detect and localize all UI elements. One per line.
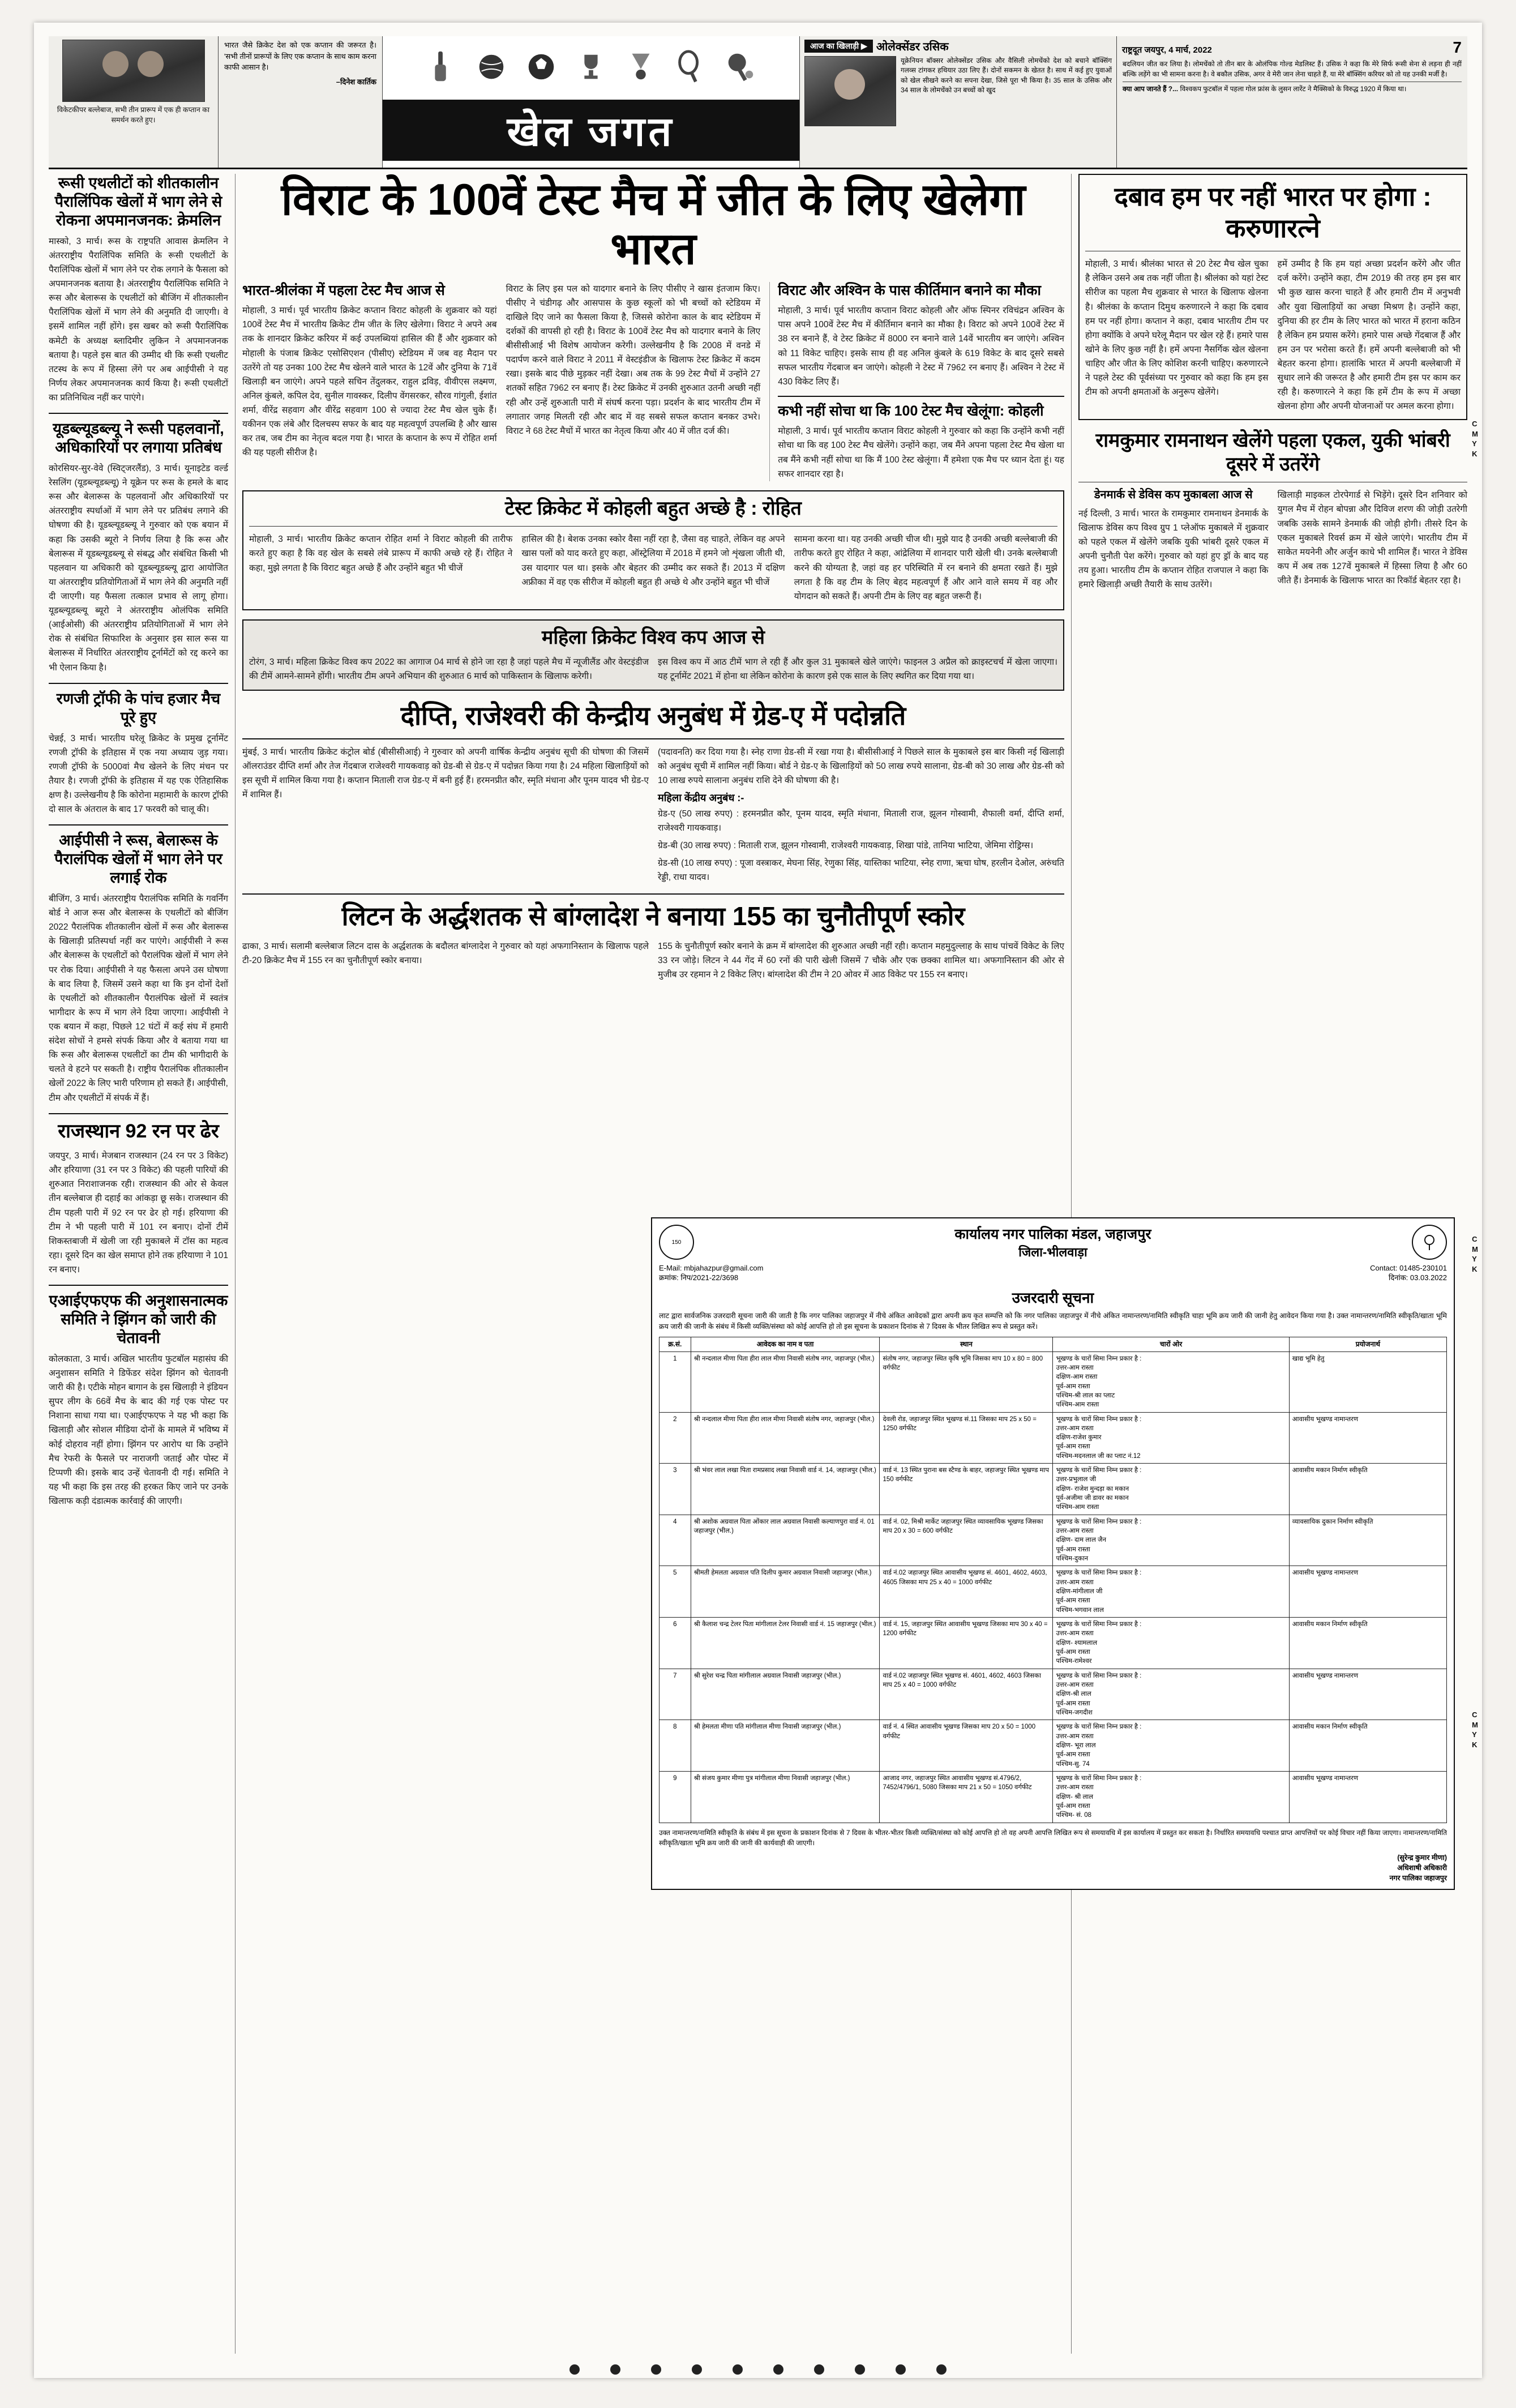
registration-mark-bottom: C M Y K [1472, 1710, 1479, 1749]
table-cell-3: भूखण्ड के चारों सिमा निम्न प्रकार है : उत्तर-आम रास्ता दक्षिण- दाम लाल जैन पूर्व-आम रास्ता पश्चिम-दुकान [1053, 1515, 1289, 1566]
table-header-row [659, 1337, 1447, 1351]
table-cell-2: आजाद नगर, जहाजपुर स्थित आवासीय भूखण्ड सं.4796/2, 7452/4796/1, 5080 जिसका माप 21 x 50 = 1050 वर्गफीट [880, 1771, 1053, 1823]
body-col-1: नई दिल्ली, 3 मार्च। भारत के रामकुमार रामनाथन डेनमार्क के खिलाफ डेविस कप विश्व ग्रुप 1 प्लेऑफ मुकाबले में शुक्रवार को पहले एकल में खेलेंगे जबकि युकी भांबरी दूसरे एकल में अपनी चुनौती पेश करेंगे। गुरुवार को यहां हुए ड्रॉ के बाद यह तय हुआ। भारतीय टीम के कप्तान रोहित राजपाल ने कहा कि हमारे खिलाड़ी अच्छी तैयारी के साथ उतरेंगे। [1078, 508, 1269, 590]
player-tag-text: आज का खिलाड़ी ▶ [804, 40, 873, 53]
masthead-quote [219, 36, 383, 168]
body-col-1: टोरंग, 3 मार्च। महिला क्रिकेट विश्व कप 2022 का आगाज 04 मार्च से होने जा रहा है जहां पहले मैच में न्यूजीलैंड और वेस्टइंडीज की टीमें आमने-सामने होंगी। भारतीय टीम अपने अभियान की शुरुआत 6 मार्च को पाकिस्तान के खिलाफ करेगी। [249, 657, 649, 682]
table-row [659, 1669, 1447, 1720]
did-you-know-text: विश्वकप फुटबॉल में पहला गोल फ्रांस के लुसन लारेंट ने मैक्सिको के विरुद्ध 1920 में किया था। [1180, 85, 1407, 93]
photo-caption: विकेटकीपर बल्लेबाज, सभी तीन प्रारूप में एक ही कप्तान का समर्थन करते हुए। [57, 106, 210, 125]
table-cell-2: वार्ड नं. 15, जहाजपुर स्थित आवासीय भूखण्ड जिसका माप 30 x 40 = 1200 वर्गफीट [880, 1618, 1053, 1669]
football-icon [524, 49, 559, 84]
tennis-racket-icon [673, 49, 708, 84]
table-cell-3: भूखण्ड के चारों सिमा निम्न प्रकार है : उत्तर-आम रास्ता दक्षिण- श्यामलाल पूर्व-आम रास्ता पश्चिम-रामेश्वर [1053, 1618, 1289, 1669]
table-cell-3: भूखण्ड के चारों सिमा निम्न प्रकार है : उत्तर-आम रास्ता दक्षिण-मांगीलाल जी पूर्व-आम रास्ता पश्चिम-भगवान लाल [1053, 1566, 1289, 1618]
notice-signature [659, 1853, 1447, 1883]
table-row [659, 1351, 1447, 1412]
story-deepti-grade-a [242, 700, 1064, 885]
dinesh-karthik-photo [62, 40, 205, 102]
date-value: 03.03.2022 [1410, 1273, 1447, 1282]
table-cell-0: 8 [659, 1720, 691, 1772]
story-ipc-ban [49, 824, 228, 1105]
table-cell-1: श्री नन्दलाल मीणा पिता हीरा लाल मीणा निवासी संतोष नगर, जहाजपुर (भील.) [691, 1412, 880, 1464]
office-line-2: जिला-भीलवाड़ा [1018, 1245, 1087, 1259]
grade-b: ग्रेड-बी (30 लाख रुपए) : मिताली राज, झूलन गोस्वामी, राजेश्वरी गायकवाड़, शिखा पांडे, तानिया भाटिया, जेमिमा रोड्रिग्स। [658, 841, 1034, 851]
table-cell-4: आवासीय भूखण्ड नामान्तरण [1289, 1566, 1446, 1618]
notice-title: उजरदारी सूचना [1012, 1289, 1094, 1306]
table-cell-3: भूखण्ड के चारों सिमा निम्न प्रकार है : उत्तर-आम रास्ता दक्षिण- श्री लाल पूर्व-आम रास्ता पश्चिम- सं. 08 [1053, 1771, 1289, 1823]
table-cell-0: 9 [659, 1771, 691, 1823]
grade-a: ग्रेड-ए (50 लाख रुपए) : हरमनप्रीत कौर, पूनम यादव, स्मृति मंधाना, मिताली राज, झूलन गोस्वामी, शैफाली वर्मा, दीप्ति शर्मा, राजेश्वरी गायकवाड़। [658, 809, 1064, 833]
government-notice-ad [651, 1217, 1455, 1890]
player-name: ओलेक्सेंडर उसिक [876, 41, 949, 53]
table-cell-2: देवली रोड, जहाजपुर स्थित भूखण्ड सं.11 जिसका माप 25 x 50 = 1250 वर्गफीट [880, 1412, 1053, 1464]
table-row [659, 1771, 1447, 1823]
notice-header [659, 1224, 1447, 1260]
table-cell-2: वार्ड नं.02 जहाजपुर स्थित आवासीय भूखण्ड सं. 4601, 4602, 4603, 4605 जिसका माप 25 x 40 = 1000 वर्गफीट [880, 1566, 1053, 1618]
quote-text: भारत जैसे क्रिकेट देश को एक कप्तान की जरूरत है। 'सभी तीनों प्रारूपों के लिए एक कप्तान के साथ काम करना काफी आसान है। [224, 41, 376, 71]
trophy-icon [573, 49, 609, 84]
table-cell-4: आवासीय भूखण्ड नामान्तरण [1289, 1412, 1446, 1464]
table-cell-1: श्री हेमलता मीणा पति मांगीलाल मीणा निवासी जहाजपुर (भील.) [691, 1720, 880, 1772]
contact-value: 01485-230101 [1399, 1264, 1447, 1272]
table-cell-1: श्री सुरेश चन्द्र पिता मांगीलाल अग्रवाल निवासी जहाजपुर (भील.) [691, 1669, 880, 1720]
registration-mark-mid: C M Y K [1472, 1235, 1479, 1273]
story-aiff-jhingan [49, 1285, 228, 1508]
col-location: स्थान [880, 1337, 1053, 1351]
table-row [659, 1464, 1447, 1515]
sidebar-headline-kohli100: कभी नहीं सोचा था कि 100 टेस्ट मैच खेलूंगा: कोहली [778, 403, 1044, 419]
sign-name: (सुरेन्द्र कुमार मीणा) [1397, 1853, 1447, 1862]
table-row [659, 1566, 1447, 1618]
story-russia-paralympic [49, 174, 228, 405]
headline: दीप्ति, राजेश्वरी की केन्द्रीय अनुबंध में ग्रेड-ए में पदोन्नति [400, 700, 906, 730]
table-cell-4: आवासीय भूखण्ड नामान्तरण [1289, 1669, 1446, 1720]
player-of-the-day [799, 36, 1116, 168]
col-serial: क्र.सं. [659, 1337, 691, 1351]
body-col-3: सामना करना था। यह उनकी अच्छी चीज थी। मुझे याद है उनकी अच्छी बल्लेबाजी की तारीफ करते हुए रोहित ने कहा, आंद्रेलिया में शानदार पारी खेली थी। उनके बल्लेबाजी करने की योग्यता है, जहां वह हर परिस्थिति में रन बनाने की क्षमता रखते हैं। मुझे लगता है कि वह टीम के लिए बेहद महत्वपूर्ण हैं और आने वाले समय में वह और योगदान को सकते हैं। अपनी टीम के लिए वह बहुत जरूरी हैं। [794, 534, 1057, 601]
edition-line [1116, 36, 1467, 58]
story-davis-cup [1078, 429, 1467, 592]
notice-footer: उक्त नामान्तरण/नामिति स्वीकृति के संबंध में इस सूचना के प्रकाशन दिनांक से 7 दिवस के भीतर-भीतर किसी व्यक्ति/संस्था को कोई आपत्ति हो तो वह अपनी आपत्ति लिखित रूप से समयावधि में इस कार्यालय में प्रस्तुत कर सकता है। निर्धारित समयावधि पश्चात प्राप्त आपत्तियों पर कोई विचार नहीं किया जाएगा। नामान्तरण/नामिति स्वीकृति/खाता भूमि क्रय जारी की जानी की कार्यवाही की जाएगी। [659, 1828, 1447, 1847]
table-cell-2: वार्ड नं.02 जहाजपुर स्थित भूखण्ड सं. 4601, 4602, 4603 जिसका माप 25 x 40 = 1000 वर्गफीट [880, 1669, 1053, 1720]
table-cell-4: आवासीय मकान निर्माण स्वीकृति [1289, 1720, 1446, 1772]
cricket-ball-icon [474, 49, 509, 84]
body-col-2: (पदावनति) कर दिया गया है। स्नेह राणा ग्रेड-सी में रखा गया है। बीसीसीआई ने पिछले साल के मुकाबले इस बार किसी नई खिलाड़ी को अनुबंध सूची में शामिल नहीं किया। बोर्ड ने ग्रेड-ए के खिलाड़ियों को 50 लाख रुपये सालाना, ग्रेड-बी को 30 लाख और ग्रेड-सी को 10 लाख रुपये सालाना अनुबंध राशि देने की घोषणा की है। [658, 747, 1064, 785]
body-text: कोलकाता, 3 मार्च। अखिल भारतीय फुटबॉल महासंघ की अनुशासन समिति ने डिफेंडर संदेश झिंगन को चेतावनी जारी की है। एटीके मोहन बागान के इस खिलाड़ी ने इंडियन सुपर लीग के 66वें मैच के बाद की गई एक पोस्ट पर निशाना साधा गया था। एआईएफएफ ने यह भी कहा कि खिलाड़ी और सोशल मीडिया दोनों के मामले में भविष्य में कोई दोहराव नहीं होगा। झिंगन पर आरोप था कि उन्होंने मैच रेफरी के फैसले पर नाराजगी जताई और पोस्ट में टिप्पणी की। इसके बाद उन्हें चेतावनी दी गई। समिति ने यह भी कहा कि इस तरह की हरकत किए जाने पर उनके खिलाफ कड़ी दंडात्मक कार्रवाई की जाएगी। [49, 1354, 228, 1506]
table-row [659, 1412, 1447, 1464]
notice-contact-row [659, 1264, 1447, 1282]
story-womens-world-cup [242, 619, 1064, 691]
player-of-the-day-label [804, 39, 1112, 54]
table-tennis-icon [723, 49, 758, 84]
quote-attribution: –दिनेश कार्तिक [336, 77, 376, 86]
story-rohit-on-kohli [242, 490, 1064, 610]
story-ranji-5000 [49, 683, 228, 817]
lead-headline: विराट के 100वें टेस्ट मैच में जीत के लिए खेलेगा भारत [281, 174, 1026, 274]
body-text: कोरसियर-सुर-वेवे (स्विट्जरलैंड), 3 मार्च। यूनाइटेड वर्ल्ड रेसलिंग (यूडब्ल्यूडब्ल्यू) ने यूक्रेन पर रूस के हमले के बाद रूस और बेलारूस के पहलवानों और अधिकारियों पर अंतरराष्ट्रीय स्पर्धाओं में भाग लेने पर प्रतिबंध लगाने की घोषणा की है। यूडब्ल्यूडब्ल्यू ने गुरुवार को एक बयान में कहा कि उसकी ब्यूरो ने निर्णय लिया है कि रूस और बेलारूस में यूडब्ल्यूडब्ल्यू से संबद्ध और संबंधित किसी भी पहलवान या अधिकारी को यूडब्ल्यूडब्ल्यू द्वारा आयोजित या अंतरराष्ट्रीय प्रतियोगिताओं में भाग लेने की अनुमति नहीं दी जाएगी। यह फैसला तत्काल प्रभाव से लागू होगा। यूडब्ल्यूडब्ल्यू ब्यूरो ने अंतरराष्ट्रीय ओलंपिक समिति (आईओसी) की अंतरराष्ट्रीय प्रतियोगिताओं में भाग लेने रोक से संबंधित सिफारिश के अनुसार इस साल रूस या बेलारूस में निर्धारित अंतरराष्ट्रीय टूर्नामेंटों को रद्द करने का भी ऐलान किया है। [49, 464, 228, 673]
story-bangladesh-litton [242, 893, 1064, 981]
sign-designation-1: अधिशाषी अधिकारी [1397, 1863, 1447, 1872]
table-cell-4: आवासीय भूखण्ड नामान्तरण [1289, 1771, 1446, 1823]
lead-subhead: भारत-श्रीलंका में पहला टेस्ट मैच आज से [242, 282, 445, 298]
body-col-1: मोहाली, 3 मार्च। श्रीलंका भारत से 20 टेस्ट मैच खेल चुका है लेकिन उसने अब तक नहीं जीता है। श्रीलंका को यहां टेस्ट सीरीज का पहला मैच शुक्रवार से भारत के खिलाफ खेलना है। श्रीलंका के कप्तान दिमुथ करुणारत्ने ने कहा कि दबाव हम पर नहीं होगा। कप्तान ने कहा, दबाव भारतीय टीम पर होगा क्योंकि वे अपने घरेलू मैदान पर खेल रहे हैं। हमारे पास खोने के लिए कुछ नहीं है। हमें अपना नैसर्गिक खेल खेलना चाहिए और जीत के लिए कोशिश करनी चाहिए। करुणारत्ने ने पहले टेस्ट की पूर्वसंध्या पर गुरुवार को कहा कि हम इस टीम को अपनी क्षमताओं के अनुरूप खेलेंगे। [1085, 259, 1269, 397]
notice-intro: लाट द्वारा सार्वजनिक उजरदारी सूचना जारी की जाती है कि नगर पालिका जहाजपुर में नीचे अंकित आवेदकों द्वारा अपनी क्रय कृत सम्पत्ति को कि नगर पालिका जहाजपुर में नीचे अंकित नामान्तरण/नामिति स्वीकृति चाहा भूमि क्रय जारी की जानी हेतु आवेदन किया गया है। उक्त नामान्तरण/नामिति स्वीकृति/खाता भूमि क्रय जारी की जानी के संबंध में किसी व्यक्ति/संस्था को कोई आपत्ति हो तो इस सूचना के प्रकाशन दिनांक से 7 दिवस के भीतर लिखित रूप से प्रस्तुत करें। [659, 1312, 1447, 1331]
section-title: खेल जगत [507, 109, 675, 155]
notice-table [659, 1337, 1447, 1823]
table-cell-2: संतोष नगर, जहाजपुर स्थित कृषि भूमि जिसका माप 10 x 80 = 800 वर्गफीट [880, 1351, 1053, 1412]
masthead-right-body: बदलियन जीत कर लिया है। लोमचेंको तो तीन बार के ओलंपिक गोल्ड मेडलिस्ट हैं। उसिक ने कहा कि मेरे सिर्फ रूसी सेना से लड़ना ही नहीं बल्कि लड़ेंगे का भी सामना करना है। वे बकौल उसिक, अगर वे मेरी जान लेना चाहते हैं, या मेरे बॉक्सिंग करियर को तो यह उनकी मर्जी है। [1123, 60, 1462, 78]
col-boundaries: चारों ओर [1053, 1337, 1289, 1351]
email-value: mbjahazpur@gmail.com [684, 1264, 764, 1272]
headline: यूडब्ल्यूडब्ल्यू ने रूसी पहलवानों, अधिकारियों पर लगाया प्रतिबंध [53, 420, 224, 456]
table-row [659, 1618, 1447, 1669]
table-cell-3: भूखण्ड के चारों सिमा निम्न प्रकार है : उत्तर-आम रास्ता दक्षिण-राजेश कुमार पूर्व-आम रास्ता पश्चिम-मदनलाल जी का प्लाट नं.12 [1053, 1412, 1289, 1464]
lead-col-2: विराट के लिए इस पल को यादगार बनाने के लिए पीसीए ने खास इंतजाम किए। पीसीए ने चंडीगढ़ और आसपास के कुछ स्कूलों को भी बच्चों को स्टेडियम में दाखिले दिए जाने का फैसला किया है, जिससे कोरोना काल के बाद स्टेडियम में दर्शकों की वापसी हो रही है। विराट के 100वें टेस्ट मैच को यादगार बनाने के लिए बीसीसीआई भी विशेष आयोजन करेगी। उल्लेखनीय है कि 2008 में वनडे में पदार्पण करने वाले विराट ने 2011 में वेस्टइंडीज के खिलाफ टेस्ट क्रिकेट में कदम रखा। इसके बाद पीछे मुड़कर नहीं देखा। अब तक के 99 टेस्ट मैचों में उन्होंने 27 शतकों सहित 7962 रन बनाए हैं। टेस्ट क्रिकेट में उनकी शुरुआत उतनी अच्छी नहीं रही और उन्हें शुरुआती पारी में संघर्ष करना पड़ा। प्रदर्शन के बाद भारतीय टीम में लगातार जगह मिलती रही और बाद में वह सबसे सफल कप्तान बनकर उभरे। विराट ने 68 टेस्ट मैचों में भारत का नेतृत्व किया और 40 में जीत दर्ज की। [506, 284, 761, 436]
table-cell-3: भूखण्ड के चारों सिमा निम्न प्रकार है : उत्तर-प्रभुलाल जी दक्षिण- राजेश मुन्दड़ा का मकान पूर्व-अजीमा जी डावर का मकान पश्चिम-आम रास्ता [1053, 1464, 1289, 1515]
table-cell-4: आवासीय मकान निर्माण स्वीकृति [1289, 1464, 1446, 1515]
table-cell-1: श्रीमती हेमलता अग्रवाल पति दिलीप कुमार अग्रवाल निवासी जहाजपुर (भील.) [691, 1566, 880, 1618]
table-row [659, 1720, 1447, 1772]
table-cell-1: श्री संजय कुमार मीणा पुत्र मांगीलाल मीणा निवासी जहाजपुर (भील.) [691, 1771, 880, 1823]
sign-designation-2: नगर पालिका जहाजपुर [1389, 1874, 1447, 1882]
table-cell-0: 3 [659, 1464, 691, 1515]
table-cell-1: श्री नन्दलाल मीणा पिता हीरा लाल मीणा निवासी संतोष नगर, जहाजपुर (भील.) [691, 1351, 880, 1412]
page-number: 7 [1453, 39, 1462, 56]
table-cell-1: श्री भंवर लाल लखा पिता रामप्रसाद लखा निवासी वार्ड नं. 14, जहाजपुर (भील.) [691, 1464, 880, 1515]
table-cell-3: भूखण्ड के चारों सिमा निम्न प्रकार है : उत्तर-आम रास्ता दक्षिण- भूरा लाल पूर्व-आम रास्ता पश्चिम-सु. 74 [1053, 1720, 1289, 1772]
story-karunaratne [1078, 174, 1467, 420]
table-cell-2: वार्ड नं. 02, मिश्री मार्केट जहाजपुर स्थित व्यावसायिक भूखण्ड जिसका माप 20 x 30 = 600 वर्गफीट [880, 1515, 1053, 1566]
col-purpose: प्रयोजनार्थ [1289, 1337, 1446, 1351]
body-text: बीजिंग, 3 मार्च। अंतरराष्ट्रीय पैरालंपिक समिति के गवर्निंग बोर्ड ने आज रूस और बेलारूस के एथलीटों को बीजिंग 2022 पैरालंपिक शीतकालीन खेलों में रूस और बेलारूस के खिलाड़ी प्रतिस्पर्धा नहीं कर पाएंगे। आईपीसी ने रूस और बेलारूस के एथलीटों को पैरालंपिक खेलों में भाग लेने पर रोक दिया। आईपीसी ने यह फैसला अपने उस घोषणा के बाद लिया है, जिसमें उसने कहा था कि इन दोनों देशों के एथलीटों को शीतकालीन पैरालंपिक खेलों में स्वतंत्र भागीदार के रूप में भाग लेने दिया जाएगा। आईपीसी ने एक बयान में कहा, पिछले 12 घंटों में कई संघ में हमारी संदेश सोचों ने हमसे संपर्क किया और वे बताया गया था कि रूस और बेलारूस एथलीटों का टीम की भागीदारी के चलते वे हटने पर सकती है। राष्ट्रीय पैरालंपिक शीतकालीन खेलों 2022 के लिए भारी परिणाम हो सकते हैं। आईपीसी, टीम और एथलीटों में संपर्क में हैं। [49, 893, 228, 1103]
masthead [49, 36, 1467, 169]
body-col-2: इस विश्व कप में आठ टीमें भाग ले रही हैं और कुल 31 मुकाबले खेले जाएंगे। फाइनल 3 अप्रैल को क्राइस्टचर्च में खेला जाएगा। यह टूर्नामेंट 2021 में होना था लेकिन कोरोना के कारण इसे एक साल के लिए स्थगित कर दिया गया था। [658, 657, 1057, 682]
table-cell-0: 7 [659, 1669, 691, 1720]
headline: टेस्ट क्रिकेट में कोहली बहुत अच्छे है : रोहित [505, 497, 802, 519]
registration-mark-top: C M Y K [1472, 420, 1479, 458]
player-photo [804, 56, 896, 126]
body-col-2: हासिल की है। बेशक उनका स्कोर वैसा नहीं रहा है, जैसा वह चाहते, लेकिन वह अपने खास पलों को याद करते हुए कहा, ऑस्ट्रेलिया में 2018 में हमने जो शृंखला जीती थी, उस यादगार पल था। इसके और बेहतर की उम्मीद कर सकते हैं। 2013 में दक्षिण अफ्रीका में वह एक सीरीज में कोहली बहुत ही अच्छे थे और उन्होंने बहुत भी चीजें [521, 534, 785, 587]
table-cell-0: 4 [659, 1515, 691, 1566]
section-logo-block [383, 36, 799, 168]
emblem-text: 150 [671, 1239, 682, 1246]
table-cell-4: खाद्य भूमि हेतु [1289, 1351, 1446, 1412]
table-cell-4: आवासीय मकान निर्माण स्वीकृति [1289, 1618, 1446, 1669]
body-text: मास्को, 3 मार्च। रूस के राष्ट्रपति आवास क्रेमलिन ने अंतरराष्ट्रीय पैरालिंपिक समिति के रूसी एथलीटों के पैरालिंपिक खेलों में भाग लेने पर रोक लगाने के फैसला को अपमानजनक बताया है। अंतरराष्ट्रीय पैरालिंपिक समिति ने रूस और बेलारूस के एथलीटों को बीजिंग में शीतकालीन पैरालिंपिक खेलों में भाग लेने की अनुमति दी जाएगी। वे इसमें शामिल नहीं होंगे। इस खबर को रूसी पैरालिंपिक कमेटी के अध्यक्ष ब्लादिमीर लुकिन ने अपमानजनक बताया है। पहले इस बात की उम्मीद थी कि रूसी एथलीट तटस्थ के रूप में हिस्सा लेंगे पर अब आईपीसी ने यह निर्णय लेकर अपमानजनक कार्य किया है। रूसी एथलीटों का प्रतिनिधित्व नहीं कर पाएंगे। [49, 236, 228, 403]
headline: रणजी ट्रॉफी के पांच हजार मैच पूरे हुए [56, 690, 221, 726]
state-emblem [1412, 1225, 1447, 1260]
headline: दबाव हम पर नहीं भारत पर होगा : करुणारत्ने [1114, 182, 1432, 243]
sidebar-text-kirtiman: मोहाली, 3 मार्च। पूर्व भारतीय कप्तान विराट कोहली और ऑफ स्पिनर रविचंद्रन अश्विन के पास अपने 100वें टेस्ट मैच में कीर्तिमान बनाने का मौका है। विराट को अपने 100वें टेस्ट में 38 रन बनाने हैं, वे टेस्ट क्रिकेट में 8000 रन बनाने वाले 14वें भारतीय बन जाएंगे। अश्विन को 11 विकेट चाहिए। इसके साथ ही वह अनिल कुंबले के 619 विकेट के बाद दूसरे सबसे सफल भारतीय गेंदबाज बन जाएंगे। कोहली ने टेस्ट में 7962 रन बनाए हैं। अश्विन ने टेस्ट में 430 विकेट लिए हैं। [778, 306, 1064, 387]
table-cell-1: श्री कैलाश चन्द्र टेलर पिता मांगीलाल टेलर निवासी वार्ड नं. 15 जहाजपुर (भील.) [691, 1618, 880, 1669]
headline: महिला क्रिकेट विश्व कप आज से [542, 626, 765, 648]
page-sheet [34, 23, 1482, 2378]
headline: रामकुमार रामनाथन खेलेंगे पहला एकल, युकी भांबरी दूसरे में उतरेंगे [1095, 430, 1450, 475]
table-cell-0: 5 [659, 1566, 691, 1618]
office-line-1: कार्यालय नगर पालिका मंडल, जहाजपुर [954, 1226, 1151, 1242]
story-uww-ban [49, 413, 228, 675]
print-registration-dots [34, 2364, 1482, 2375]
did-you-know-label: क्या आप जानते हैं ?... [1123, 85, 1179, 93]
azadi-amrit-mahotsav-emblem [659, 1225, 694, 1260]
sidebar-text-kohli100: मोहाली, 3 मार्च। पूर्व भारतीय कप्तान विराट कोहली ने गुरुवार को कहा कि उन्होंने कभी नहीं सोचा था कि वह 100 टेस्ट मैच खेलेंगे। उन्होंने कहा, जब मैंने अपना पहला टेस्ट मैच खेला था तब मैंने कभी नहीं सोचा था कि मैं 100 टेस्ट खेलूंगा। मैं हमेशा एक मैच पर ध्यान देता हूं। यह सफर शानदार रहा है। [778, 426, 1064, 479]
subhead: डेनमार्क से डेविस कप मुकाबला आज से [1094, 489, 1253, 502]
table-cell-0: 1 [659, 1351, 691, 1412]
file-number: क्रमांक: निप/2021-22/3698 [659, 1273, 739, 1282]
body-text: जयपुर, 3 मार्च। मेजबान राजस्थान (24 रन पर 3 विकेट) और हरियाणा (31 रन पर 3 विकेट) की पहली पारियों की शुरुआत निराशाजनक रही। राजस्थान की ओर से केवल तीन बल्लेबाज ही दहाई का आंकड़ा छू सके। राजस्थान की टीम पहली पारी में 92 रन पर ढेर हो गई। हरियाणा की टीम ने भी पहली पारी में 101 रन बनाए। दोनों टीमें शिकस्तबाजी में खेली जा रही मुकाबले में टॉस का महत्व रहा। दूसरे दिन का खेल समाप्त होने तक हरियाणा ने 101 रन बनाए। [49, 1151, 228, 1274]
grade-list-title: महिला केंद्रीय अनुबंध :- [658, 792, 744, 803]
email-label: E-Mail: [659, 1264, 682, 1272]
headline: रूसी एथलीटों को शीतकालीन पैरालिंपिक खेलों में भाग लेने से रोकना अपमानजनक: क्रेमलिन [54, 174, 222, 229]
headline: राजस्थान 92 रन पर ढेर [58, 1120, 219, 1142]
table-cell-2: वार्ड नं. 13 स्थित पुराना बस स्टैण्ड के बाहर, जहाजपुर स्थित भूखण्ड माप 150 वर्गफीट [880, 1464, 1053, 1515]
ashoka-emblem-icon [1419, 1232, 1440, 1252]
sports-icon-strip [383, 41, 799, 93]
sidebar-headline-kirtiman: विराट और अश्विन के पास कीर्तिमान बनाने का मौका [778, 282, 1041, 298]
table-cell-3: भूखण्ड के चारों सिमा निम्न प्रकार है : उत्तर-आम रास्ता दक्षिण-आम रास्ता पूर्व-आम रास्ता पश्चिम-श्री लाल का प्लाट पश्चिम-आम रास्ता [1053, 1351, 1289, 1412]
body-col-2: हमें उम्मीद है कि हम यहां अच्छा प्रदर्शन करेंगे और जीत दर्ज करेंगे। उन्होंने कहा, टीम 2019 की तरह हम इस बार भी कुछ खास करना चाहते हैं और हमारी टीम में अनुभवी और युवा खिलाड़ियों का अच्छा मिश्रण है। उन्होंने कहा, दुनिया की हर टीम के लिए भारत को भारत में हराना कठिन है लेकिन हम प्रयास करेंगे। हमारे पास अच्छे गेंदबाज हैं और हम उन पर भरोसा करते हैं। हमें अपनी बल्लेबाजी को भी बेहतर करना होगा। हालांकि भारत में अपनी बल्लेबाजी में सुधार लाने की जरूरत है और हमारी टीम इस पर काम कर रही है। करुणारत्ने ने कहा कि हमें टीम के रूप में अच्छा खेलना होगा और अपनी योजनाओं पर अमल करना होगा। [1277, 259, 1461, 412]
left-column [49, 174, 235, 2354]
headline: एआईएफएफ की अनुशासनात्मक समिति ने झिंगन को जारी की चेतावनी [49, 1292, 228, 1346]
edition-text: राष्ट्रदूत जयपुर, 4 मार्च, 2022 [1122, 45, 1212, 55]
col-applicant: आवेदक का नाम व पता [691, 1337, 880, 1351]
masthead-photo-block [49, 36, 219, 168]
table-row [659, 1515, 1447, 1566]
body-col-1: ढाका, 3 मार्च। सलामी बल्लेबाज लिटन दास के अर्द्धशतक के बदौलत बांग्लादेश ने गुरुवार को यहां अफगानिस्तान के खिलाफ पहले टी-20 क्रिकेट मैच में 155 रन का चुनौतीपूर्ण स्कोर बनाया। [242, 941, 649, 965]
badminton-shuttle-icon [623, 49, 658, 84]
body-col-1: मुंबई, 3 मार्च। भारतीय क्रिकेट कंट्रोल बोर्ड (बीसीसीआई) ने गुरुवार को अपनी वार्षिक केन्द्रीय अनुबंध सूची की घोषणा की जिसमें ऑलराउंडर दीप्ति शर्मा और तेज गेंदबाज राजेश्वरी गायकवाड़ को ग्रेड-बी से ग्रेड-ए में पदोन्नत किया गया है। 24 महिला खिलाड़ियों को इस सूची में शामिल किया गया है। कप्तान मिताली राज ग्रेड-ए में बनी हुई हैं। हरमनप्रीत कौर, स्मृति मंधाना और पूनम यादव भी ग्रेड-ए में शामिल हैं। [242, 747, 649, 799]
contact-label: Contact: [1370, 1264, 1398, 1272]
player-description: यूक्रेनियन बॉक्सर ओलेक्सेंडर उसिक और वैसिली लोमचेंको देश को बचाने बॉक्सिंग गलव्स टांगकर हथियार उठा लिए हैं। दोनों सकमन के खेतत है। साथ में कई हुए युवाओं को खेल सीखने करने का सपना देखा, जिसे पूरा भी किया है। 35 साल के उसिक और 34 साल के लोमचेंको उन बच्चों को खुद [901, 57, 1112, 95]
notice-office [701, 1224, 1405, 1260]
headline: लिटन के अर्द्धशतक से बांग्लादेश ने बनाया 155 का चुनौतीपूर्ण स्कोर [341, 901, 965, 931]
table-cell-0: 6 [659, 1618, 691, 1669]
grade-c: ग्रेड-सी (10 लाख रुपए) : पूजा वस्त्राकर, मेघना सिंह, रेणुका सिंह, यास्तिका भाटिया, स्नेह राणा, ऋचा घोष, हरलीन देओल, अरुंधति रेड्डी, राधा यादव। [658, 858, 1064, 883]
section-title-band [383, 100, 799, 161]
body-col-1: मोहाली, 3 मार्च। भारतीय क्रिकेट कप्तान रोहित शर्मा ने विराट कोहली की तारीफ करते हुए कहा है कि वह खेल के सबसे लंबे प्रारूप में काफी अच्छे रहे हैं। रोहित ने कहा, मुझे लगता है कि विराट बहुत अच्छे हैं और उन्होंने बहुत भी चीजें [249, 534, 513, 573]
date-label: दिनांक: [1388, 1273, 1408, 1282]
cricket-bat-icon [424, 49, 459, 84]
table-cell-0: 2 [659, 1412, 691, 1464]
story-rajasthan-92 [49, 1113, 228, 1277]
table-cell-4: व्यावसायिक दुकान निर्माण स्वीकृति [1289, 1515, 1446, 1566]
table-cell-2: वार्ड नं. 4 स्थित आवासीय भूखण्ड जिसका माप 20 x 50 = 1000 वर्गफीट [880, 1720, 1053, 1772]
body-text: चेन्नई, 3 मार्च। भारतीय घरेलू क्रिकेट के प्रमुख टूर्नामेंट रणजी ट्रॉफी के इतिहास में एक नया अध्याय जुड़ गया। रणजी ट्रॉफी के 5000वां मैच खेलने के लिए मंचन पर तैयार है। रणजी ट्रॉफी के इतिहास में यह एक ऐतिहासिक क्षण है। उल्लेखनीय है कि कोरोना महामारी के कारण ट्रॉफी दो साल के अंतराल के बाद 17 फरवरी को चालू की। [49, 733, 228, 815]
lead-col-1: मोहाली, 3 मार्च। पूर्व भारतीय क्रिकेट कप्तान विराट कोहली के शुक्रवार को यहां 100वें टेस्ट मैच में भारतीय क्रिकेट टीम जीत के लिए खेलेगा। विराट ने अपने अब तक के शानदार क्रिकेट करियर में कई उपलब्धियां हासिल की हैं और शुक्रवार को मोहाली के पंजाब क्रिकेट एसोसिएशन (पीसीए) स्टेडियम में जब वह मैदान पर उतरेंगे तो यह उनका 100 टेस्ट मैच खेलने वाले भारत के 12वें और दुनिया के 71वें खिलाड़ी बन जाएंगे। अपने पहले सचिन तेंदुलकर, राहुल द्रविड़, वीवीएस लक्ष्मण, अनिल कुंबले, कपिल देव, सुनील गावस्कर, दिलीप वेंगसरकर, सौरव गांगुली, ईशांत शर्मा, वीरेंद्र सहवाग और वीरेंद्र सहवाग 100 से ज्यादा टेस्ट मैच खेल चुके हैं। यकीनन एक लंबे और दिलचस्प सफर के बाद यह महत्वपूर्ण उपलब्धि है और खास कर तब, जब टीम का नेतृत्व बदल गया है। भारत के कप्तान के रूप में रोहित शर्मा की यह पहली सीरीज है। [242, 306, 497, 458]
headline: आईपीसी ने रूस, बेलारूस के पैरालंपिक खेलों में भाग लेने पर लगाई रोक [54, 832, 222, 887]
table-cell-3: भूखण्ड के चारों सिमा निम्न प्रकार है : उत्तर-आम रास्ता दक्षिण-श्री लाल पूर्व-आम रास्ता पश्चिम-जगदीश [1053, 1669, 1289, 1720]
body-col-2: खिलाड़ी माइकल टोरपेगार्ड से भिड़ेंगे। दूसरे दिन शनिवार को युगल मैच में रोहन बोपन्ना और दिविज शरण की जोड़ी उतरेगी जबकि उसके सामने डेनमार्क की जोड़ी होगी। तीसरे दिन के एकल मुकाबले रिवर्स क्रम में खेले जाएंगे। भारतीय टीम में साकेत मयनेनी और अर्जुन काधे भी शामिल हैं। भारत ने डेविस कप में अब तक 127वें मुकाबले में हिस्सा लिया है और 60 जीते हैं। डेनमार्क के खिलाफ भारत का रिकॉर्ड बेहतर रहा है। [1277, 490, 1467, 586]
lead-story [242, 175, 1064, 481]
body-col-2: 155 के चुनौतीपूर्ण स्कोर बनाने के क्रम में बांग्लादेश की शुरुआत अच्छी नहीं रही। कप्तान महमुदुल्लाह के साथ पांचवें विकेट के लिए 33 रन जोड़े। लिटन ने 44 गेंद में 60 रनों की पारी खेली जिसमें 7 चौके और एक छक्का शामिल था। अफगानिस्तान की ओर से मुजीब उर रहमान ने 2 विकेट लिए। बांग्लादेश की टीम ने 20 ओवर में आठ विकेट पर 155 रन बनाए। [658, 941, 1064, 980]
did-you-know [1123, 82, 1462, 94]
table-cell-1: श्री अशोक अग्रवाल पिता ओंकार लाल अग्रवाल निवासी कल्याणपुरा वार्ड नं. 01 जहाजपुर (भील.) [691, 1515, 880, 1566]
